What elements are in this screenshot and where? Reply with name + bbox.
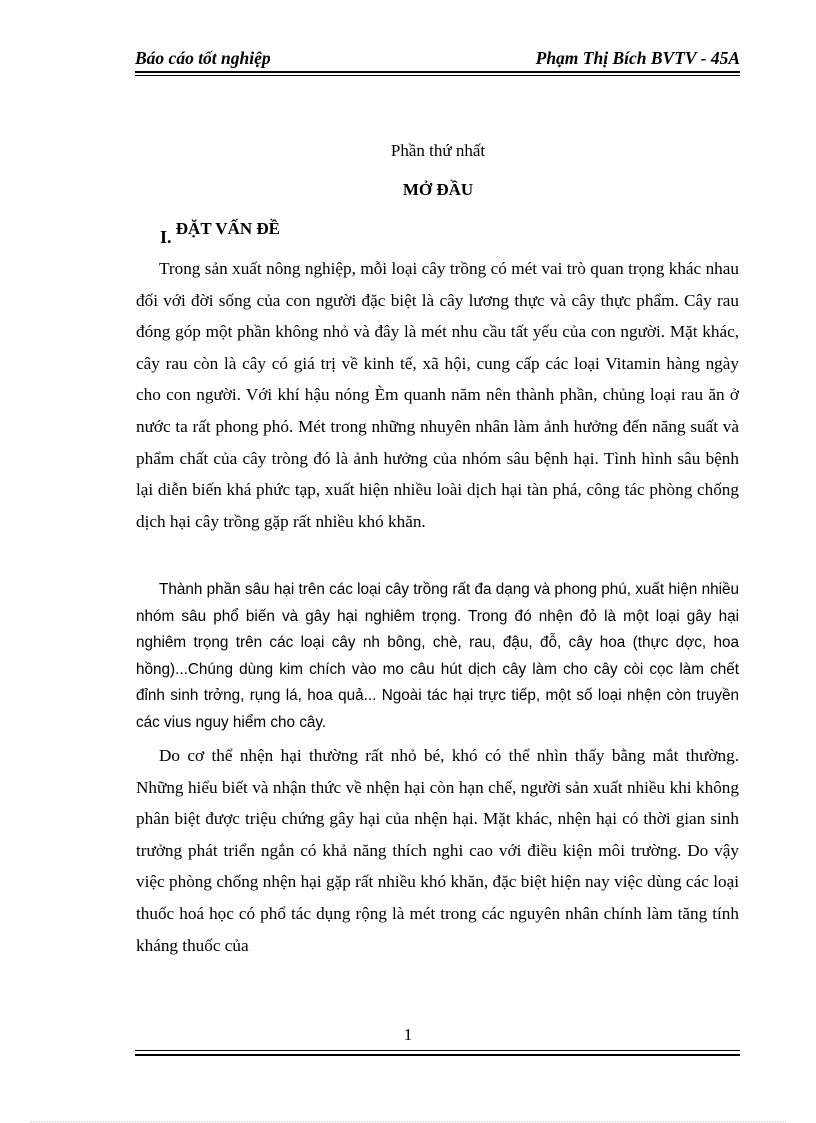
section-title: ĐẶT VẤN ĐỀ [175,219,280,238]
header-rule-thick [135,71,740,73]
footer-rule-thick [135,1054,740,1056]
paragraph-2: Thành phần sâu hại trên các loại cây trồng rất đa dạng và phong phú, xuất hiện nhiều nhóm sâu phổ biến và gây hại nghiêm trọng. Trong đó nhện đỏ là một loại gây hại nghiêm trọng trên các loại cây nh bông, chè, rau, đậu, đỗ, cây hoa (thực dợc, hoa hồng)...Chúng dùng kim chích vào mo câu hút dịch cây làm cho cây còi cọc làm chết đỉnh sinh trởng, rụng lá, hoa quả... Ngoài tác hại trực tiếp, một số loại nhện còn truyền các vius nguy hiểm cho cây. [136,581,739,731]
paragraph-1: Trong sản xuất nông nghiệp, mỗi loại cây trồng có mét vai trò quan trọng khác nhau đối với đời sống của con người đặc biệt là cây lương thực và cây thực phẩm. Cây rau đóng góp một phần không nhỏ và đây là mét nhu cầu tất yếu của con người. Mặt khác, cây rau còn là cây có giá trị về kinh tế, xã hội, cung cấp các loại Vitamin hàng ngày cho con người. Với khí hậu nóng Èm quanh năm nên thành phần, chủng loại rau ăn ở nước ta rất phong phó. Mét trong những nhuyên nhân làm ảnh hưởng đến năng suất và phẩm chất của cây tròng đó là ảnh hưởng của nhóm sâu bệnh hại. Tình hình sâu bệnh lại diễn biến khá phức tạp, xuất hiện nhiều loài dịch hại tàn phá, công tác phòng chống dịch hại cây trồng gặp rất nhiều khó khăn. [136,259,739,531]
page-number: 1 [403,1025,413,1044]
section-heading [160,218,280,247]
page-boundary-dotted-line [30,1121,786,1122]
chapter-title: MỞ ĐẦU [402,180,474,199]
page-header [135,44,740,74]
header-rule-thin [135,75,740,76]
paragraph-3: Do cơ thể nhện hại thường rất nhỏ bé, khó có thể nhìn thấy bằng mắt thường. Những hiểu biết và nhận thức về nhện hại còn hạn chế, người sản xuất nhiều khi không phân biệt được triệu chứng gây hại của nhện hại. Mặt khác, nhện hại có thời gian sinh trưởng phát triển ngắn có khả năng thích nghi cao với điều kiện môi trường. Do vậy việc phòng chống nhện hại gặp rất nhiều khó khăn, đặc biệt hiện nay việc dùng các loại thuốc hoá học có phổ tác dụng rộng là mét trong các nguyên nhân chính làm tăng tính kháng thuốc của [136,746,739,955]
header-right-author: Phạm Thị Bích BVTV - 45A [535,48,740,68]
section-number: I. [160,227,172,247]
header-left-title: Báo cáo tốt nghiệp [135,48,271,68]
footer-rule-thin [135,1050,740,1051]
part-title: Phần thứ nhất [390,141,486,160]
